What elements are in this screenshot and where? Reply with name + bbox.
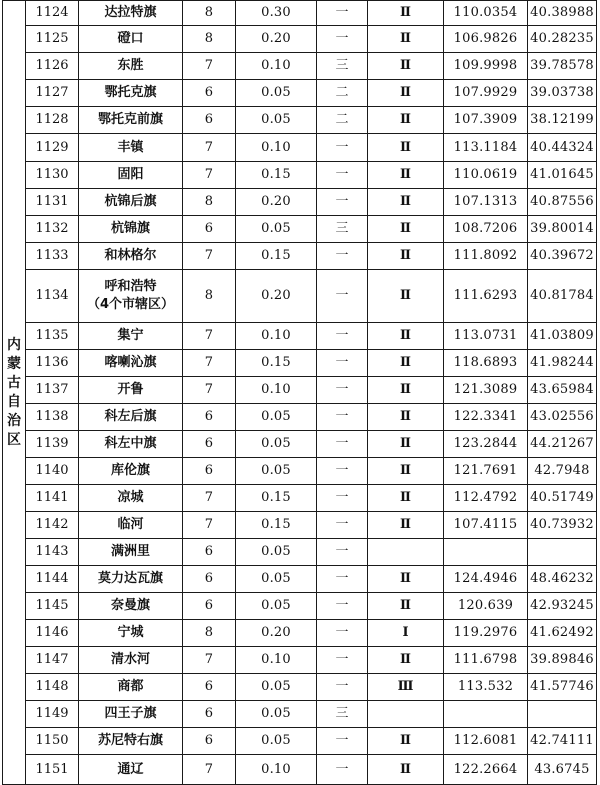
longitude-cell: 112.4792	[444, 485, 528, 512]
design-group-cell: 一	[317, 539, 368, 566]
site-class-cell	[368, 539, 444, 566]
latitude-cell: 44.21267	[528, 431, 597, 458]
design-group-cell: 一	[317, 26, 368, 53]
county-name-cell: 集宁	[79, 323, 183, 350]
county-name-cell: 凉城	[79, 485, 183, 512]
intensity-cell: 8	[183, 189, 236, 216]
intensity-cell: 7	[183, 134, 236, 162]
site-class-cell: Ⅱ	[368, 512, 444, 539]
intensity-cell: 6	[183, 674, 236, 701]
intensity-cell: 6	[183, 431, 236, 458]
intensity-cell: 6	[183, 701, 236, 728]
site-class-cell: Ⅱ	[368, 323, 444, 350]
table-body	[3, 1, 597, 785]
acceleration-cell: 0.15	[236, 350, 317, 377]
intensity-cell: 6	[183, 80, 236, 107]
table-row	[3, 26, 597, 53]
county-name-cell: 奈曼旗	[79, 593, 183, 620]
site-class-cell: Ⅱ	[368, 431, 444, 458]
table-row	[3, 701, 597, 728]
latitude-cell: 41.01645	[528, 162, 597, 189]
site-class-cell	[368, 701, 444, 728]
acceleration-cell: 0.15	[236, 243, 317, 270]
design-group-cell: 一	[317, 566, 368, 593]
intensity-cell: 6	[183, 728, 236, 755]
intensity-cell: 7	[183, 377, 236, 404]
acceleration-cell: 0.05	[236, 566, 317, 593]
acceleration-cell: 0.10	[236, 647, 317, 674]
acceleration-cell: 0.20	[236, 620, 317, 647]
design-group-cell: 一	[317, 243, 368, 270]
longitude-cell	[444, 539, 528, 566]
latitude-cell: 39.89846	[528, 647, 597, 674]
table-row	[3, 162, 597, 189]
county-name-cell: 杭锦后旗	[79, 189, 183, 216]
acceleration-cell: 0.05	[236, 593, 317, 620]
latitude-cell: 40.39672	[528, 243, 597, 270]
intensity-cell: 7	[183, 323, 236, 350]
county-name-cell	[79, 270, 183, 323]
intensity-cell: 6	[183, 404, 236, 431]
table-row	[3, 431, 597, 458]
latitude-cell: 42.93245	[528, 593, 597, 620]
latitude-cell: 40.73932	[528, 512, 597, 539]
longitude-cell	[444, 701, 528, 728]
intensity-cell: 6	[183, 107, 236, 134]
intensity-cell: 7	[183, 647, 236, 674]
code-cell: 1141	[26, 485, 79, 512]
site-class-cell: Ⅱ	[368, 404, 444, 431]
longitude-cell: 118.6893	[444, 350, 528, 377]
longitude-cell: 107.4115	[444, 512, 528, 539]
site-class-cell: Ⅱ	[368, 1, 444, 26]
acceleration-cell: 0.05	[236, 80, 317, 107]
code-cell: 1144	[26, 566, 79, 593]
code-cell: 1137	[26, 377, 79, 404]
latitude-cell: 38.12199	[528, 107, 597, 134]
site-class-cell: Ⅱ	[368, 243, 444, 270]
site-class-cell: Ⅱ	[368, 593, 444, 620]
design-group-cell: 一	[317, 431, 368, 458]
design-group-cell: 二	[317, 80, 368, 107]
site-class-cell: Ⅱ	[368, 458, 444, 485]
county-name-cell: 苏尼特右旗	[79, 728, 183, 755]
intensity-cell: 8	[183, 1, 236, 26]
table-row	[3, 377, 597, 404]
design-group-cell: 一	[317, 485, 368, 512]
intensity-cell: 8	[183, 270, 236, 323]
site-class-cell: Ⅱ	[368, 350, 444, 377]
county-name-cell: 东胜	[79, 53, 183, 80]
acceleration-cell: 0.05	[236, 216, 317, 243]
site-class-cell: Ⅱ	[368, 377, 444, 404]
design-group-cell: 一	[317, 512, 368, 539]
site-class-cell: Ⅱ	[368, 189, 444, 216]
code-cell: 1146	[26, 620, 79, 647]
longitude-cell: 119.2976	[444, 620, 528, 647]
county-name-cell: 杭锦旗	[79, 216, 183, 243]
latitude-cell: 39.03738	[528, 80, 597, 107]
acceleration-cell: 0.10	[236, 134, 317, 162]
table-row	[3, 458, 597, 485]
county-name-cell: 磴口	[79, 26, 183, 53]
intensity-cell: 7	[183, 512, 236, 539]
county-name-cell: 丰镇	[79, 134, 183, 162]
code-cell: 1127	[26, 80, 79, 107]
site-class-cell: Ⅱ	[368, 728, 444, 755]
latitude-cell	[528, 539, 597, 566]
table-row	[3, 134, 597, 162]
longitude-cell: 121.7691	[444, 458, 528, 485]
code-cell: 1148	[26, 674, 79, 701]
county-name-cell: 开鲁	[79, 377, 183, 404]
table-row	[3, 1, 597, 26]
site-class-cell: Ⅱ	[368, 53, 444, 80]
longitude-cell: 107.9929	[444, 80, 528, 107]
intensity-cell: 6	[183, 566, 236, 593]
acceleration-cell: 0.20	[236, 189, 317, 216]
longitude-cell: 121.3089	[444, 377, 528, 404]
code-cell: 1145	[26, 593, 79, 620]
longitude-cell: 110.0619	[444, 162, 528, 189]
code-cell: 1138	[26, 404, 79, 431]
design-group-cell: 一	[317, 134, 368, 162]
acceleration-cell: 0.05	[236, 539, 317, 566]
seismic-parameter-table	[2, 0, 597, 785]
longitude-cell: 111.8092	[444, 243, 528, 270]
longitude-cell: 107.1313	[444, 189, 528, 216]
design-group-cell: 一	[317, 270, 368, 323]
acceleration-cell: 0.20	[236, 270, 317, 323]
code-cell: 1149	[26, 701, 79, 728]
acceleration-cell: 0.15	[236, 512, 317, 539]
table-row	[3, 243, 597, 270]
table-row	[3, 539, 597, 566]
latitude-cell: 40.28235	[528, 26, 597, 53]
code-cell: 1142	[26, 512, 79, 539]
county-name-line2: （4个市辖区）	[86, 297, 175, 312]
acceleration-cell: 0.05	[236, 431, 317, 458]
county-name-cell: 莫力达瓦旗	[79, 566, 183, 593]
latitude-cell: 48.46232	[528, 566, 597, 593]
code-cell: 1135	[26, 323, 79, 350]
intensity-cell: 7	[183, 162, 236, 189]
intensity-cell: 6	[183, 458, 236, 485]
table-row	[3, 270, 597, 323]
intensity-cell: 7	[183, 243, 236, 270]
county-name-cell: 固阳	[79, 162, 183, 189]
county-name-cell: 满洲里	[79, 539, 183, 566]
design-group-cell: 一	[317, 404, 368, 431]
table-row	[3, 647, 597, 674]
intensity-cell: 8	[183, 26, 236, 53]
table-row	[3, 485, 597, 512]
intensity-cell: 6	[183, 593, 236, 620]
table-row	[3, 107, 597, 134]
county-name-cell: 库伦旗	[79, 458, 183, 485]
region-label: 内蒙古自治区	[7, 336, 21, 448]
region-cell	[3, 1, 26, 785]
longitude-cell: 124.4946	[444, 566, 528, 593]
table-row	[3, 216, 597, 243]
intensity-cell: 6	[183, 539, 236, 566]
code-cell: 1129	[26, 134, 79, 162]
code-cell: 1128	[26, 107, 79, 134]
acceleration-cell: 0.05	[236, 404, 317, 431]
county-name-cell: 达拉特旗	[79, 1, 183, 26]
acceleration-cell: 0.05	[236, 107, 317, 134]
table-row	[3, 189, 597, 216]
longitude-cell: 120.639	[444, 593, 528, 620]
longitude-cell: 109.9998	[444, 53, 528, 80]
acceleration-cell: 0.15	[236, 485, 317, 512]
latitude-cell: 40.81784	[528, 270, 597, 323]
latitude-cell: 41.57746	[528, 674, 597, 701]
longitude-cell: 108.7206	[444, 216, 528, 243]
code-cell: 1130	[26, 162, 79, 189]
acceleration-cell: 0.05	[236, 701, 317, 728]
site-class-cell: Ⅱ	[368, 270, 444, 323]
site-class-cell: Ⅱ	[368, 485, 444, 512]
county-name-cell: 商都	[79, 674, 183, 701]
site-class-cell: Ⅰ	[368, 620, 444, 647]
design-group-cell: 三	[317, 701, 368, 728]
site-class-cell: Ⅱ	[368, 162, 444, 189]
latitude-cell: 39.80014	[528, 216, 597, 243]
longitude-cell: 122.3341	[444, 404, 528, 431]
design-group-cell: 一	[317, 458, 368, 485]
longitude-cell: 113.0731	[444, 323, 528, 350]
intensity-cell: 8	[183, 620, 236, 647]
table-row	[3, 755, 597, 785]
code-cell: 1126	[26, 53, 79, 80]
latitude-cell: 43.65984	[528, 377, 597, 404]
longitude-cell: 123.2844	[444, 431, 528, 458]
longitude-cell: 111.6293	[444, 270, 528, 323]
code-cell: 1133	[26, 243, 79, 270]
table-row	[3, 728, 597, 755]
intensity-cell: 7	[183, 53, 236, 80]
latitude-cell: 43.6745	[528, 755, 597, 785]
acceleration-cell: 0.10	[236, 377, 317, 404]
design-group-cell: 一	[317, 189, 368, 216]
longitude-cell: 113.532	[444, 674, 528, 701]
site-class-cell: Ⅲ	[368, 674, 444, 701]
table-row	[3, 620, 597, 647]
design-group-cell: 一	[317, 162, 368, 189]
acceleration-cell: 0.20	[236, 26, 317, 53]
design-group-cell: 一	[317, 620, 368, 647]
code-cell: 1139	[26, 431, 79, 458]
design-group-cell: 一	[317, 647, 368, 674]
site-class-cell: Ⅱ	[368, 566, 444, 593]
latitude-cell: 42.74111	[528, 728, 597, 755]
latitude-cell: 43.02556	[528, 404, 597, 431]
acceleration-cell: 0.05	[236, 728, 317, 755]
latitude-cell: 41.98244	[528, 350, 597, 377]
latitude-cell	[528, 701, 597, 728]
code-cell: 1125	[26, 26, 79, 53]
intensity-cell: 7	[183, 485, 236, 512]
longitude-cell: 110.0354	[444, 1, 528, 26]
latitude-cell: 39.78578	[528, 53, 597, 80]
latitude-cell: 41.03809	[528, 323, 597, 350]
latitude-cell: 41.62492	[528, 620, 597, 647]
design-group-cell: 一	[317, 350, 368, 377]
county-name-cell: 通辽	[79, 755, 183, 785]
code-cell: 1147	[26, 647, 79, 674]
design-group-cell: 二	[317, 107, 368, 134]
county-name-cell: 四王子旗	[79, 701, 183, 728]
code-cell: 1124	[26, 1, 79, 26]
design-group-cell: 三	[317, 53, 368, 80]
code-cell: 1151	[26, 755, 79, 785]
table-row	[3, 323, 597, 350]
site-class-cell: Ⅱ	[368, 755, 444, 785]
site-class-cell: Ⅱ	[368, 216, 444, 243]
intensity-cell: 7	[183, 755, 236, 785]
table-row	[3, 53, 597, 80]
table-row	[3, 566, 597, 593]
acceleration-cell: 0.05	[236, 674, 317, 701]
longitude-cell: 113.1184	[444, 134, 528, 162]
latitude-cell: 40.44324	[528, 134, 597, 162]
longitude-cell: 106.9826	[444, 26, 528, 53]
longitude-cell: 107.3909	[444, 107, 528, 134]
county-name-cell: 喀喇沁旗	[79, 350, 183, 377]
site-class-cell: Ⅱ	[368, 134, 444, 162]
longitude-cell: 112.6081	[444, 728, 528, 755]
code-cell: 1132	[26, 216, 79, 243]
design-group-cell: 一	[317, 1, 368, 26]
table-row	[3, 80, 597, 107]
design-group-cell: 一	[317, 755, 368, 785]
intensity-cell: 6	[183, 216, 236, 243]
table-row	[3, 404, 597, 431]
acceleration-cell: 0.10	[236, 755, 317, 785]
site-class-cell: Ⅱ	[368, 80, 444, 107]
code-cell: 1150	[26, 728, 79, 755]
county-name-cell: 清水河	[79, 647, 183, 674]
acceleration-cell: 0.05	[236, 458, 317, 485]
county-name-cell: 宁城	[79, 620, 183, 647]
acceleration-cell: 0.10	[236, 323, 317, 350]
code-cell: 1134	[26, 270, 79, 323]
site-class-cell: Ⅱ	[368, 647, 444, 674]
table-row	[3, 512, 597, 539]
acceleration-cell: 0.15	[236, 162, 317, 189]
design-group-cell: 三	[317, 216, 368, 243]
county-name-cell: 临河	[79, 512, 183, 539]
latitude-cell: 40.51749	[528, 485, 597, 512]
county-name-cell: 科左中旗	[79, 431, 183, 458]
code-cell: 1136	[26, 350, 79, 377]
table-row	[3, 593, 597, 620]
acceleration-cell: 0.30	[236, 1, 317, 26]
code-cell: 1140	[26, 458, 79, 485]
county-name-cell: 和林格尔	[79, 243, 183, 270]
site-class-cell: Ⅱ	[368, 26, 444, 53]
county-name-line1: 呼和浩特	[104, 279, 157, 294]
latitude-cell: 40.87556	[528, 189, 597, 216]
longitude-cell: 111.6798	[444, 647, 528, 674]
design-group-cell: 一	[317, 674, 368, 701]
latitude-cell: 40.38988	[528, 1, 597, 26]
table-row	[3, 674, 597, 701]
design-group-cell: 一	[317, 377, 368, 404]
longitude-cell: 122.2664	[444, 755, 528, 785]
design-group-cell: 一	[317, 728, 368, 755]
site-class-cell: Ⅱ	[368, 107, 444, 134]
county-name-cell: 科左后旗	[79, 404, 183, 431]
county-name-cell: 鄂托克旗	[79, 80, 183, 107]
county-name-cell: 鄂托克前旗	[79, 107, 183, 134]
code-cell: 1143	[26, 539, 79, 566]
acceleration-cell: 0.10	[236, 53, 317, 80]
design-group-cell: 一	[317, 323, 368, 350]
latitude-cell: 42.7948	[528, 458, 597, 485]
intensity-cell: 7	[183, 350, 236, 377]
table-row	[3, 350, 597, 377]
code-cell: 1131	[26, 189, 79, 216]
design-group-cell: 一	[317, 593, 368, 620]
